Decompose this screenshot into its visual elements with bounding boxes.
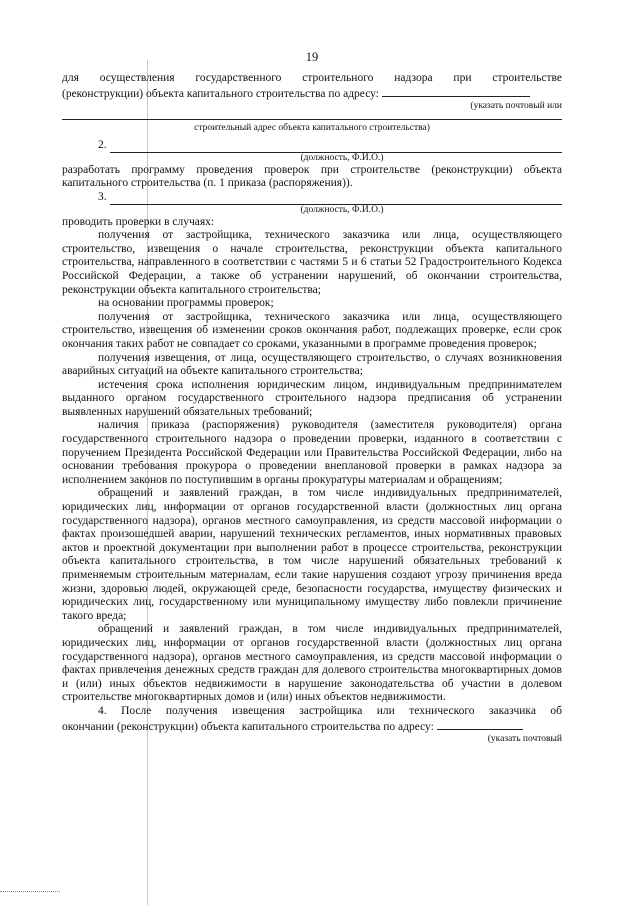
item-4-address-blank <box>437 719 523 730</box>
item-2-line <box>62 139 562 153</box>
paragraph-case-2: на основании программы проверок; <box>98 297 274 310</box>
item-3-line <box>62 191 562 205</box>
address-blank-1 <box>382 86 530 97</box>
item-2-note: (должность, Ф.И.О.) <box>300 152 384 163</box>
paragraph-case-7: обращений и заявлений граждан, в том числе индивидуальных предпринимателей, юридических лиц, информации от органов государственной власти (должностных лиц органа государственного надзора), органов местного самоуправления, из средств массовой информации о фактах произошедшей аварии, нарушений технических регламентов, иных нормативных правовых актов и проектной документации при выполнении работ в процессе строительства, реконструкции объекта капитального строительства, в том числе нарушений обязательных требований к применяемым строительным материалам, если такие нарушения создают угрозу причинения вреда жизни, здоровью людей, окружающей среде, безопасности государства, имуществу физических и юридических лиц, государственному или муниципальному имуществу либо повлекли причинение такого вреда; <box>62 487 562 622</box>
page-number: 19 <box>305 50 319 64</box>
paragraph-case-6: наличия приказа (распоряжения) руководителя (заместителя руководителя) органа государственного строительного надзора о проведении проверки, изданного в соответствии с поручением Президента Российской Федерации или Правительства Российской Федерации, либо на основании требования прокурора о проведении внеплановой проверки в рамках надзора за исполнением законов по поступившим в органы прокуратуры материалам и обращениям; <box>62 419 562 486</box>
paragraph-item-4-address <box>62 719 562 735</box>
document-body <box>62 72 562 745</box>
address-note-2: строительный адрес объекта капитального строительства) <box>194 123 430 134</box>
paragraph-case-1: получения от застройщика, технического заказчика или лица, осуществляющего строительство, извещения о начале строительства, реконструкции объекта капитального строительства, направленного в соответствии с частями 5 и 6 статьи 52 Градостроительного Кодекса Российской Федерации, а также об устранении нарушений, об окончании строительства, реконструкции объекта капитального строительства; <box>62 229 562 296</box>
scan-edge-mark <box>0 891 60 892</box>
item-4-address-note: (указать почтовый <box>487 734 562 745</box>
paragraph-purpose: для осуществления государственного строительного надзора при строительстве <box>62 72 562 84</box>
address-label: (реконструкции) объекта капитального строительства по адресу: <box>62 87 379 100</box>
paragraph-case-4: получения извещения, от лица, осуществляющего строительство, о случаях возникновения аварийных ситуаций на объекте капитального строительства; <box>62 351 562 378</box>
item-4-address-label: окончании (реконструкции) объекта капитального строительства по адресу: <box>62 720 434 733</box>
address-note-1: (указать почтовый или <box>470 101 562 112</box>
paragraph-case-8: обращений и заявлений граждан, в том числе индивидуальных предпринимателей, юридических лиц, информации от органов государственной власти (должностных лиц органа государственного надзора), органов местного самоуправления, из средств массовой информации о фактах привлечения денежных средств граждан для долевого строительства многоквартирных домов и (или) иных объектов недвижимости в нарушение законодательства об участии в долевом строительстве многоквартирных домов и (или) иных объектов недвижимости. <box>62 623 562 704</box>
item-3-number: 3. <box>98 190 107 203</box>
paragraph-item-4: 4. После получения извещения застройщика или технического заказчика об <box>98 704 562 717</box>
address-blank-line <box>62 118 562 120</box>
paragraph-case-5: истечения срока исполнения юридическим лицом, индивидуальным предпринимателем выданного органом государственного строительного надзора предписания об устранении выявленных нарушений обязательных требований; <box>62 378 562 418</box>
item-3-blank <box>110 193 562 205</box>
item-2-blank <box>110 141 562 153</box>
paragraph-case-3: получения от застройщика, технического заказчика или лица, осуществляющего строительство, извещения об изменении сроков окончания работ, подлежащих проверке, если срок окончания таких работ не совпадает со сроками, указанными в программе проведения проверок; <box>62 310 562 350</box>
item-3-note: (должность, Ф.И.О.) <box>300 204 384 215</box>
paragraph-purpose-address <box>62 86 562 102</box>
paragraph-inspections-intro: проводить проверки в случаях: <box>62 215 215 228</box>
paragraph-program: разработать программу проведения проверок при строительстве (реконструкции) объекта капитального строительства (п. 1 приказа (распоряжения)). <box>62 163 562 190</box>
item-2-number: 2. <box>98 139 107 152</box>
